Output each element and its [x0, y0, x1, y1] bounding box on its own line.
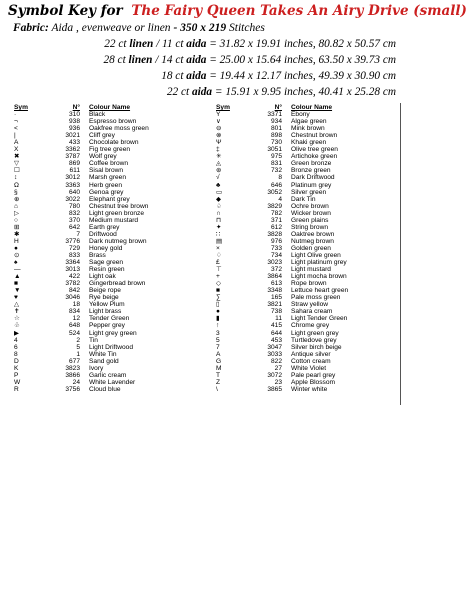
dmc-number: 3776 — [65, 237, 80, 245]
dmc-number: 822 — [270, 357, 282, 365]
colour-name: Light green bronze — [89, 209, 144, 217]
symbol: ✖ — [14, 153, 20, 161]
symbol: A — [14, 139, 19, 147]
symbol: ♠ — [14, 259, 18, 267]
symbol: ♧ — [14, 322, 20, 330]
dmc-number: 3371 — [267, 111, 282, 119]
colour-name: Cotton cream — [291, 357, 331, 365]
symbol: 8 — [14, 350, 18, 358]
sym-header: Sym — [216, 104, 230, 111]
colour-name: Chestnut brown — [291, 132, 338, 140]
symbol: ♤ — [216, 202, 222, 210]
colour-name: Pepper grey — [89, 322, 125, 330]
colour-name-header: Colour Name — [291, 104, 333, 111]
dmc-number: 524 — [68, 329, 80, 337]
size-line — [167, 86, 396, 98]
dmc-number: 3022 — [65, 195, 80, 203]
dmc-number: 3362 — [65, 146, 80, 154]
symbol: Ω — [14, 181, 19, 189]
symbol: ‡ — [216, 146, 220, 154]
colour-name: Silver birch beige — [291, 343, 342, 351]
dmc-number: 4 — [278, 195, 282, 203]
dmc-number: 934 — [270, 118, 282, 126]
colour-name: Light Tender Green — [291, 315, 348, 323]
symbol: < — [14, 125, 18, 133]
dmc-number: 5 — [76, 343, 80, 351]
dmc-number: 3787 — [65, 153, 80, 161]
dmc-number: 611 — [69, 167, 80, 175]
colour-name: Mink brown — [291, 125, 325, 133]
symbol: ⊤ — [216, 266, 222, 274]
dmc-number: 433 — [68, 139, 80, 147]
dmc-number: 3012 — [65, 174, 80, 182]
dmc-number: 780 — [68, 202, 80, 210]
colour-name: Beige rope — [89, 287, 121, 295]
dmc-number: 3047 — [267, 343, 282, 351]
dmc-number: 3013 — [65, 266, 80, 274]
dmc-number: 372 — [270, 266, 282, 274]
dmc-number: 24 — [72, 378, 80, 386]
colour-name: Ochre brown — [291, 202, 329, 210]
dmc-number: 370 — [68, 216, 80, 224]
colour-name: Antique silver — [291, 350, 331, 358]
colour-name: Resin green — [89, 266, 125, 274]
size-fabric: linen — [129, 38, 154, 50]
dmc-number: 3051 — [267, 146, 282, 154]
colour-name: Golden green — [291, 244, 331, 252]
dmc-number: 27 — [274, 364, 282, 372]
symbol: D — [14, 357, 19, 365]
colour-name: Elephant grey — [89, 195, 130, 203]
symbol: ▲ — [14, 273, 21, 281]
fabric-materials: Aida , evenweave or linen — [48, 22, 171, 34]
symbol: ◆ — [216, 195, 222, 203]
dmc-number: 833 — [68, 251, 80, 259]
symbol: ∷ — [216, 230, 221, 238]
dmc-number: 646 — [270, 181, 282, 189]
dmc-number: 729 — [68, 244, 80, 252]
symbol: | — [14, 132, 16, 140]
colour-name: Bronze green — [291, 167, 331, 175]
dmc-number: 3033 — [267, 350, 282, 358]
size-fabric2: aida — [191, 86, 213, 98]
colour-name: Pale pearl grey — [291, 371, 336, 379]
colour-name: Turtledove grey — [291, 336, 337, 344]
dmc-number: 7 — [76, 230, 80, 238]
colour-name: Artichoke green — [291, 153, 338, 161]
colour-name: Light oak — [89, 273, 116, 281]
dmc-number: 3364 — [65, 259, 80, 267]
dmc-number: 644 — [270, 329, 282, 337]
colour-name: Silver green — [291, 188, 327, 196]
size-fabric: linen — [128, 54, 153, 66]
symbol: W — [14, 378, 21, 386]
colour-name: Khaki green — [291, 139, 327, 147]
dmc-number: 898 — [270, 132, 282, 140]
colour-name: Fig tree green — [89, 146, 131, 154]
column-divider — [400, 103, 401, 405]
symbol: 5 — [216, 336, 220, 344]
dmc-number: 733 — [270, 244, 282, 252]
size-dims: = 25.00 x 15.64 inches, 63.50 x 39.73 cm — [206, 54, 396, 66]
dmc-number: 677 — [68, 357, 80, 365]
dmc-number: 869 — [68, 160, 80, 168]
symbol: £ — [216, 259, 220, 267]
symbol: ■ — [14, 280, 18, 288]
colour-name: Earth grey — [89, 223, 120, 231]
symbol: M — [216, 364, 222, 372]
symbol: ♣ — [216, 181, 221, 189]
symbol: T — [216, 371, 221, 379]
symbol: 3 — [216, 329, 220, 337]
colour-name-header: Colour Name — [89, 104, 131, 111]
size-count: 28 ct — [103, 54, 129, 66]
colour-name: Light grey green — [89, 329, 137, 337]
colour-name: Gingerbread brown — [89, 280, 146, 288]
symbol: — — [14, 266, 21, 274]
dmc-number: 3829 — [267, 202, 282, 210]
dmc-number: 730 — [270, 139, 282, 147]
title-prefix: Symbol Key for — [8, 3, 123, 19]
colour-name: Green bronze — [291, 160, 332, 168]
symbol: ● — [216, 308, 220, 316]
dmc-number: 415 — [270, 322, 282, 330]
dmc-number: 422 — [68, 273, 80, 281]
symbol: X — [14, 146, 19, 154]
colour-name: Algae green — [291, 118, 327, 126]
symbol: △ — [14, 301, 20, 309]
colour-name: Dark nutmeg brown — [89, 237, 147, 245]
symbol: ⊓ — [216, 216, 222, 224]
dmc-number: 3865 — [267, 385, 282, 393]
colour-name: Chocolate brown — [89, 139, 139, 147]
symbol: ¬ — [14, 118, 18, 126]
colour-name: Platinum grey — [291, 181, 332, 189]
dmc-number: 3866 — [65, 371, 80, 379]
size-line — [104, 38, 396, 50]
dmc-number: 1 — [76, 350, 80, 358]
colour-name: Sand gold — [89, 357, 119, 365]
colour-name: Apple Blossom — [291, 378, 335, 386]
dmc-number: 371 — [270, 216, 282, 224]
colour-name: Nutmeg brown — [291, 237, 334, 245]
colour-name: Cloud blue — [89, 385, 121, 393]
dmc-number: 3023 — [267, 259, 282, 267]
symbol: ▯ — [216, 301, 220, 309]
symbol: ✱ — [14, 230, 20, 238]
symbol: H — [14, 237, 19, 245]
dmc-number: 648 — [68, 322, 80, 330]
symbol: ∨ — [216, 118, 221, 126]
dmc-number: 453 — [270, 336, 282, 344]
dmc-number: 3363 — [65, 181, 80, 189]
colour-name: Tin — [89, 336, 98, 344]
dmc-number: 842 — [68, 287, 80, 295]
dmc-number: 3052 — [267, 188, 282, 196]
symbol: ↕ — [14, 174, 18, 182]
size-dims: = 19.44 x 12.17 inches, 49.39 x 30.90 cm — [206, 70, 396, 82]
symbol: ⊕ — [14, 195, 20, 203]
symbol: Z — [216, 378, 221, 386]
symbol: ⊛ — [216, 167, 222, 175]
colour-name: White Tin — [89, 350, 117, 358]
symbol: Y — [216, 111, 221, 119]
colour-name: Espresso brown — [89, 118, 137, 126]
dmc-number: 3823 — [65, 364, 80, 372]
symbol: ☆ — [14, 315, 20, 323]
symbol: § — [14, 188, 18, 196]
symbol: ✳ — [216, 153, 222, 161]
colour-name: Lettuce heart green — [291, 287, 349, 295]
symbol: ⊖ — [216, 125, 222, 133]
symbol: ⊞ — [14, 223, 20, 231]
symbol: Ψ — [216, 139, 222, 147]
colour-name: Medium mustard — [89, 216, 139, 224]
colour-name: Sahara cream — [291, 308, 333, 316]
size-line — [103, 54, 396, 66]
symbol: ▶ — [14, 329, 20, 337]
dmc-number: 642 — [68, 223, 80, 231]
size-fabric2: aida — [186, 38, 207, 50]
symbol: 7 — [216, 343, 220, 351]
colour-name: White Lavender — [89, 378, 136, 386]
dmc-number: 832 — [68, 209, 80, 217]
colour-name: Sage green — [89, 259, 124, 267]
dmc-number: 11 — [275, 315, 282, 323]
colour-name: Light mustard — [291, 266, 331, 274]
size-rest: / 14 ct — [152, 54, 187, 66]
colour-name: Oaktree brown — [291, 230, 335, 238]
symbol: 4 — [14, 336, 18, 344]
colour-name: Brass — [89, 251, 106, 259]
dmc-number: 310 — [68, 111, 80, 119]
symbol: · — [14, 111, 17, 119]
dmc-number: 3782 — [65, 280, 80, 288]
dmc-number: 3046 — [65, 294, 80, 302]
dmc-number: 2 — [76, 336, 80, 344]
symbol: ○ — [14, 216, 18, 224]
dmc-number: 23 — [274, 378, 282, 386]
colour-name: Dark Tin — [291, 195, 316, 203]
symbol: ♢ — [216, 251, 222, 259]
dmc-number: 938 — [68, 118, 80, 126]
dmc-number: 834 — [68, 308, 80, 316]
colour-name: Green plains — [291, 216, 329, 224]
symbol: ▮ — [216, 315, 220, 323]
colour-name: Sisal brown — [89, 167, 124, 175]
colour-name: Wicker brown — [291, 209, 331, 217]
symbol: G — [216, 357, 222, 365]
symbol: R — [14, 385, 19, 393]
colour-name: Rope brown — [291, 280, 327, 288]
symbol: ↑ — [216, 322, 220, 330]
symbol: ● — [14, 244, 18, 252]
symbol: P — [14, 371, 19, 379]
colour-name: Chrome grey — [291, 322, 330, 330]
colour-name: Dark Driftwood — [291, 174, 335, 182]
colour-name: Winter white — [291, 385, 328, 393]
symbol: ✦ — [216, 223, 222, 231]
dmc-number: 738 — [270, 308, 282, 316]
dmc-number: 3756 — [65, 385, 80, 393]
size-line — [161, 70, 396, 82]
colour-name: Pale moss green — [291, 294, 341, 302]
symbol: ▤ — [216, 237, 223, 245]
symbol: ◇ — [216, 280, 222, 288]
dmc-number: 640 — [68, 188, 80, 196]
colour-name: Olive tree green — [291, 146, 338, 154]
colour-name: Black — [89, 111, 106, 119]
dmc-number: 831 — [270, 160, 282, 168]
colour-name: Genoa grey — [89, 188, 124, 196]
colour-name: Rye beige — [89, 294, 119, 302]
symbol: ⌂ — [14, 202, 18, 210]
number-header: N° — [274, 104, 282, 111]
fabric-line — [13, 22, 265, 34]
colour-name: Ebony — [291, 111, 310, 119]
symbol: ⊗ — [216, 132, 222, 140]
colour-name: Ivory — [89, 364, 104, 372]
colour-name: Yellow Plum — [89, 301, 125, 309]
dmc-number: 3021 — [65, 132, 80, 140]
symbol: \ — [216, 385, 218, 393]
dmc-number: 18 — [72, 301, 80, 309]
fabric-label: Fabric: — [13, 22, 49, 34]
symbol: ∩ — [216, 209, 221, 217]
size-dims: = 31.82 x 19.91 inches, 80.82 x 50.57 cm — [206, 38, 396, 50]
symbol: ▭ — [216, 188, 223, 196]
colour-name: Tender Green — [89, 315, 130, 323]
dmc-number: 3821 — [267, 301, 282, 309]
stitches-word: Stitches — [229, 22, 265, 34]
symbol: ◬ — [216, 160, 222, 168]
colour-name: Wolf grey — [89, 153, 117, 161]
sym-header: Sym — [14, 104, 28, 111]
colour-name: Oakfree moss green — [89, 125, 149, 133]
colour-name: White Violet — [291, 364, 327, 372]
symbol: ⊙ — [14, 251, 20, 259]
symbol: ■ — [216, 287, 220, 295]
colour-name: Light brass — [89, 308, 122, 316]
dmc-number: 3072 — [267, 371, 282, 379]
colour-name: Garlic cream — [89, 371, 127, 379]
size-rest: / 11 ct — [153, 38, 187, 50]
colour-name: Straw yellow — [291, 301, 329, 309]
colour-name: Light platinum grey — [291, 259, 347, 267]
symbol: + — [216, 273, 220, 281]
colour-name: Light mocha brown — [291, 273, 347, 281]
symbol: ▷ — [14, 209, 20, 217]
dmc-number: 8 — [278, 174, 282, 182]
symbol: ▽ — [14, 160, 20, 168]
number-header: N° — [72, 104, 80, 111]
symbol: ✝ — [14, 308, 20, 316]
symbol: × — [216, 244, 220, 252]
colour-name: Marsh green — [89, 174, 127, 182]
symbol: ♥ — [14, 294, 18, 302]
dmc-number: 612 — [270, 223, 282, 231]
dmc-number: 613 — [270, 280, 282, 288]
symbol: √ — [216, 174, 220, 182]
dmc-number: 732 — [270, 167, 282, 175]
size-fabric2: aida — [186, 70, 207, 82]
size-fabric2: aida — [186, 54, 207, 66]
dmc-number: 3348 — [267, 287, 282, 295]
size-count: 22 ct — [104, 38, 130, 50]
dmc-number: 975 — [270, 153, 282, 161]
colour-name: Chestnut tree brown — [89, 202, 149, 210]
stitch-count: - 350 x 219 — [170, 22, 230, 34]
colour-name: Cliff grey — [89, 132, 115, 140]
symbol: K — [14, 364, 19, 372]
colour-name: Light Driftwood — [89, 343, 133, 351]
colour-name: Honey gold — [89, 244, 123, 252]
dmc-number: 976 — [270, 237, 282, 245]
dmc-number: 936 — [68, 125, 80, 133]
dmc-number: 782 — [270, 209, 282, 217]
symbol: ▼ — [14, 287, 21, 295]
colour-name: Light Olive green — [291, 251, 341, 259]
dmc-number: 3864 — [267, 273, 282, 281]
design-name: The Fairy Queen Takes An Airy Drive (small) — [131, 3, 467, 19]
dmc-number: 165 — [270, 294, 282, 302]
page-title — [8, 3, 467, 19]
dmc-number: 12 — [72, 315, 80, 323]
symbol: A — [216, 350, 221, 358]
colour-name: Herb green — [89, 181, 122, 189]
colour-name: Coffee brown — [89, 160, 129, 168]
size-dims: = 15.91 x 9.95 inches, 40.41 x 25.28 cm — [212, 86, 396, 98]
dmc-number: 3828 — [267, 230, 282, 238]
colour-name: Light green grey — [291, 329, 339, 337]
dmc-number: 734 — [270, 251, 282, 259]
size-count: 18 ct — [161, 70, 187, 82]
symbol: 6 — [14, 343, 18, 351]
size-count: 22 ct — [166, 86, 192, 98]
dmc-number: 801 — [270, 125, 282, 133]
symbol: ∑ — [216, 294, 221, 302]
symbol: ☐ — [14, 167, 20, 175]
colour-name: Driftwood — [89, 230, 117, 238]
colour-name: String brown — [291, 223, 329, 231]
